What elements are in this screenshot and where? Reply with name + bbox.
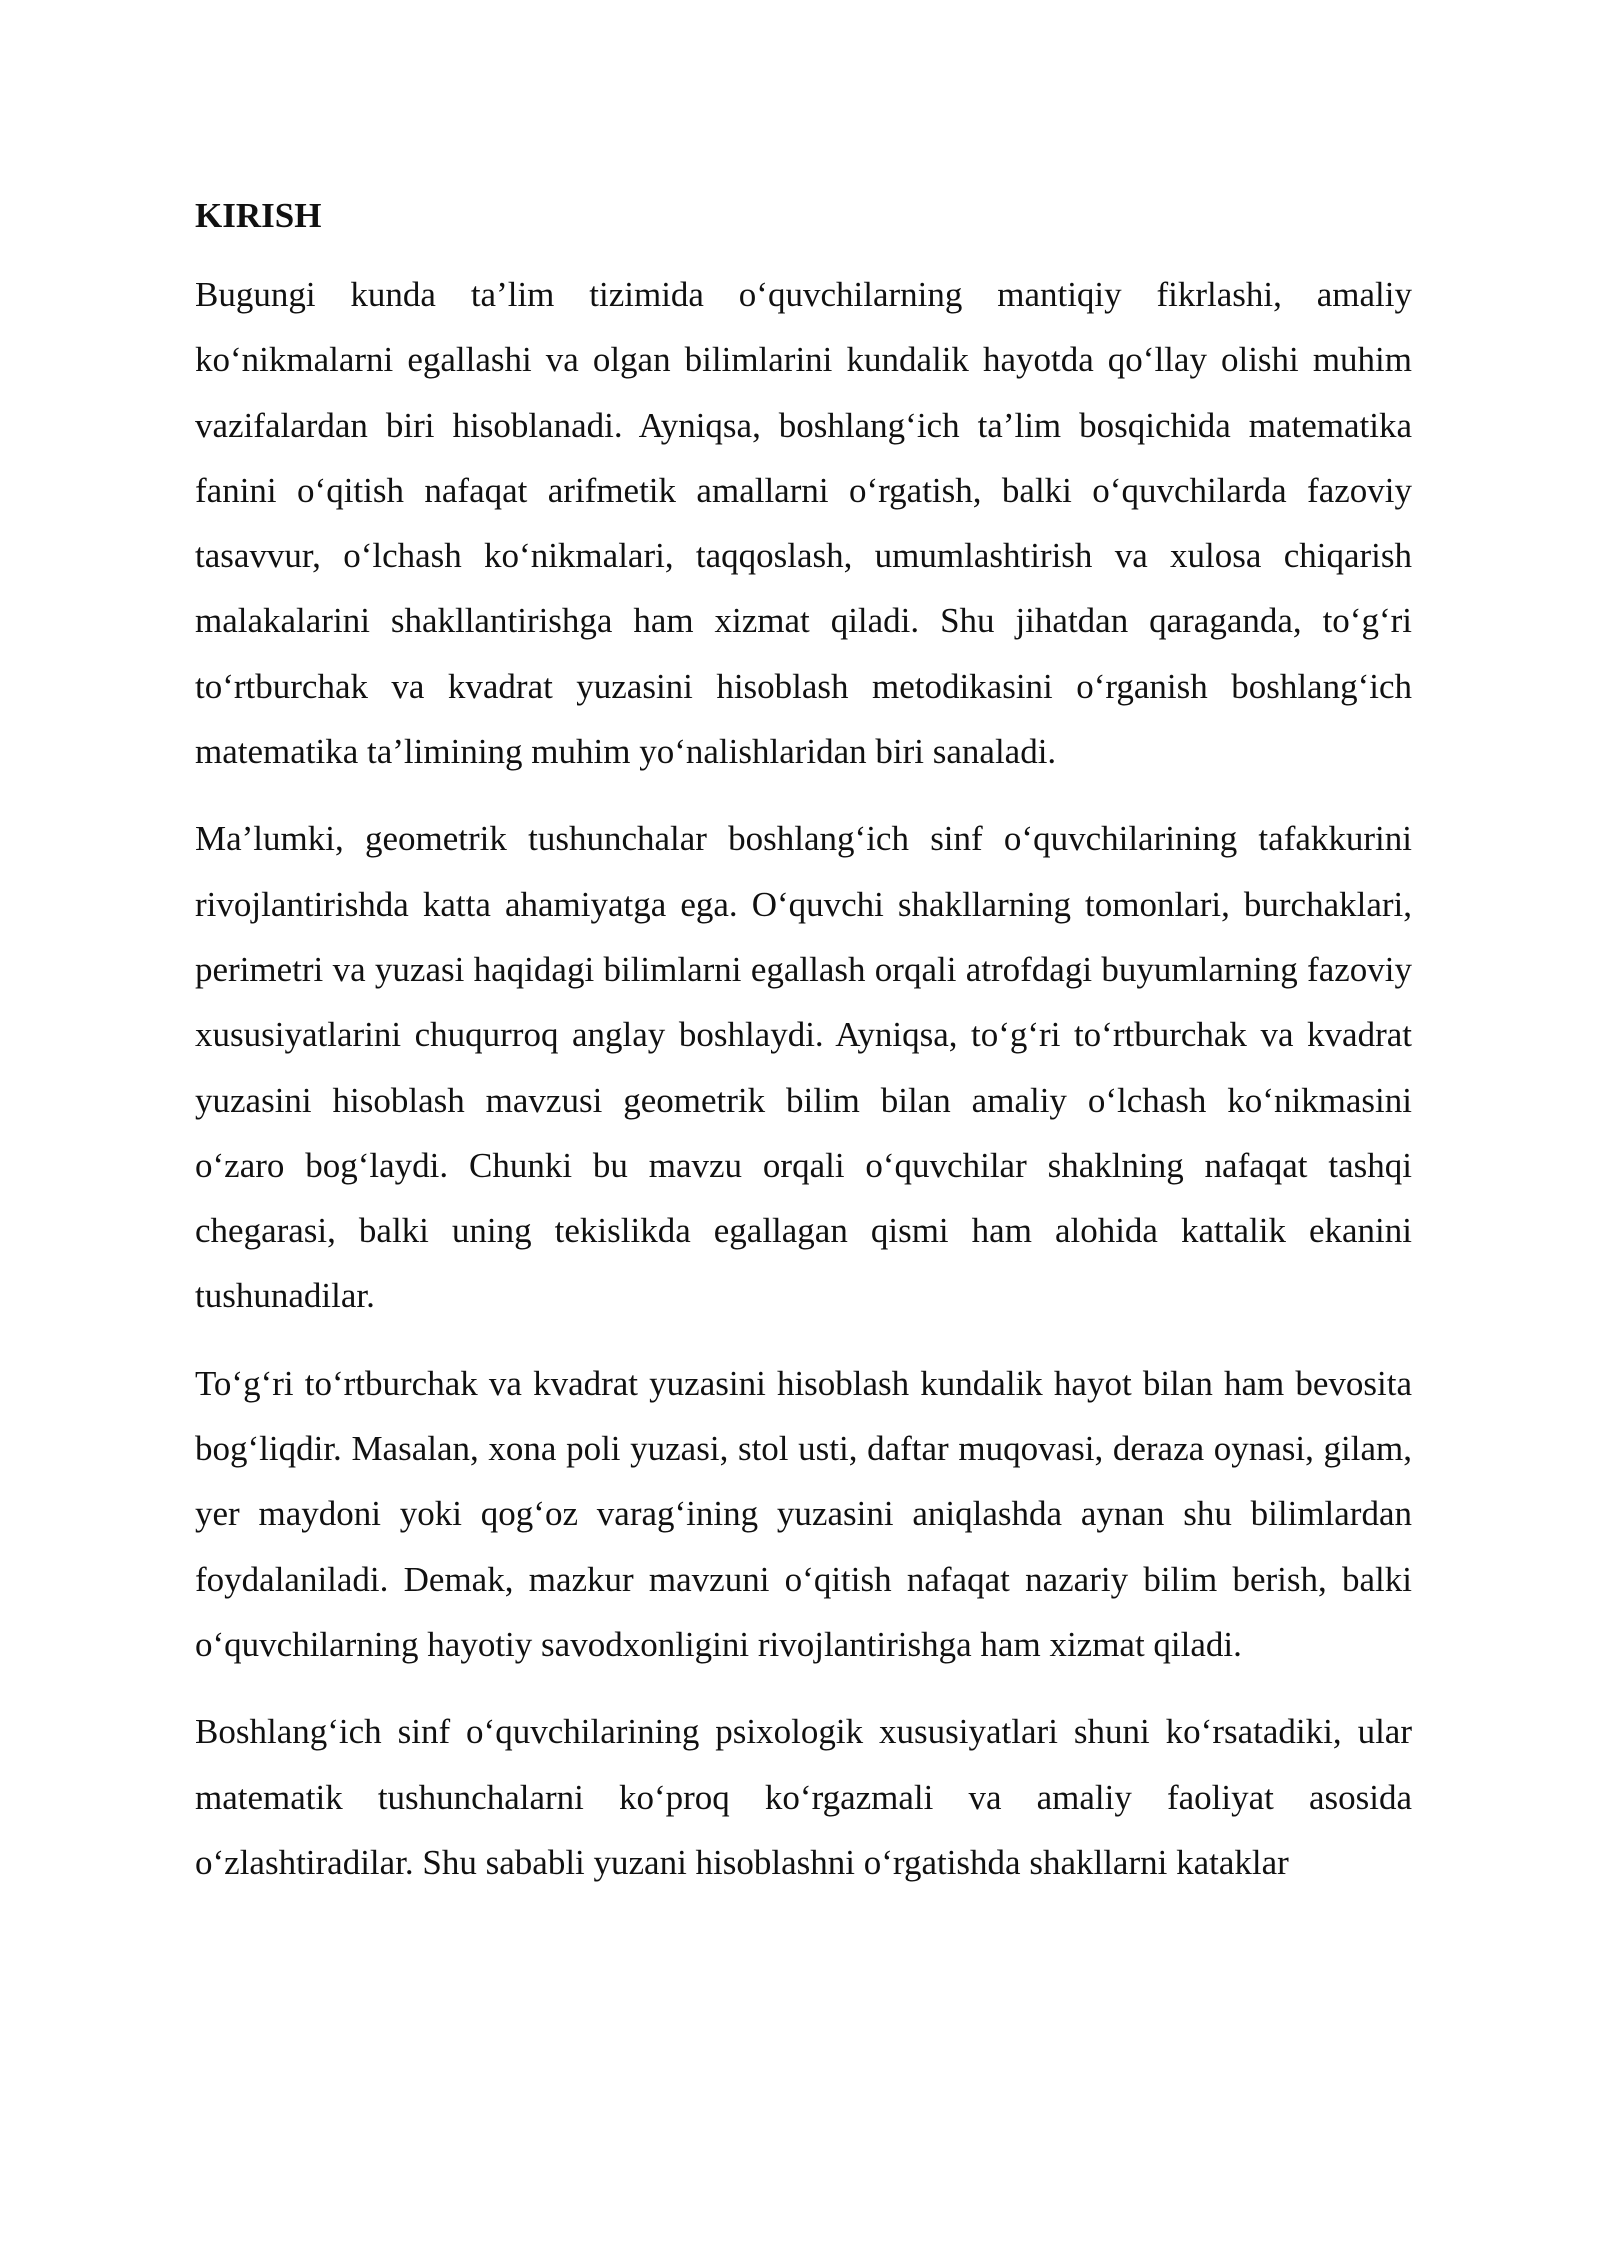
paragraph-1: Bugungi kunda ta’lim tizimida o‘quvchilarning mantiqiy fikrlashi, amaliy ko‘nikmalarni egallashi va olgan bilimlarini kundalik hayotda qo‘llay olishi muhim vazifalardan biri hisoblanadi. Ayniqsa, boshlang‘ich ta’lim bosqichida matematika fanini o‘qitish nafaqat arifmetik amallarni o‘rgatish, balki o‘quvchilarda fazoviy tasavvur, o‘lchash ko‘nikmalari, taqqoslash, umumlashtirish va xulosa chiqarish malakalarini shakllantirishga ham xizmat qiladi. Shu jihatdan qaraganda, to‘g‘ri to‘rtburchak va kvadrat yuzasini hisoblash metodikasini o‘rganish boshlang‘ich matematika ta’limining muhim yo‘nalishlaridan biri sanaladi. <box>195 275 1412 772</box>
paragraph-3: To‘g‘ri to‘rtburchak va kvadrat yuzasini hisoblash kundalik hayot bilan ham bevosita bog‘liqdir. Masalan, xona poli yuzasi, stol usti, daftar muqovasi, deraza oynasi, gilam, yer maydoni yoki qog‘oz varag‘ining yuzasini aniqlashda aynan shu bilimlardan foydalaniladi. Demak, mazkur mavzuni o‘qitish nafaqat nazariy bilim berish, balki o‘quvchilarning hayotiy savodxonligini rivojlantirishga ham xizmat qiladi. <box>195 1363 1412 1664</box>
paragraph-4: Boshlang‘ich sinf o‘quvchilarining psixologik xususiyatlari shuni ko‘rsatadiki, ular matematik tushunchalarni ko‘proq ko‘rgazmali va amaliy faoliyat asosida o‘zlashtiradilar. Shu sababli yuzani hisoblashni o‘rgatishda shakllarni kataklar <box>195 1712 1412 1882</box>
document-body <box>195 190 1412 1917</box>
paragraph-2: Ma’lumki, geometrik tushunchalar boshlang‘ich sinf o‘quvchilarining tafakkurini rivojlantirishda katta ahamiyatga ega. O‘quvchi shakllarning tomonlari, burchaklari, perimetri va yuzasi haqidagi bilimlarni egallash orqali atrofdagi buyumlarning fazoviy xususiyatlarini chuqurroq anglay boshlaydi. Ayniqsa, to‘g‘ri to‘rtburchak va kvadrat yuzasini hisoblash mavzusi geometrik bilim bilan amaliy o‘lchash ko‘nikmasini o‘zaro bog‘laydi. Chunki bu mavzu orqali o‘quvchilar shaklning nafaqat tashqi chegarasi, balki uning tekislikda egallagan qismi ham alohida kattalik ekanini tushunadilar. <box>195 819 1412 1316</box>
section-heading: KIRISH <box>195 196 322 235</box>
